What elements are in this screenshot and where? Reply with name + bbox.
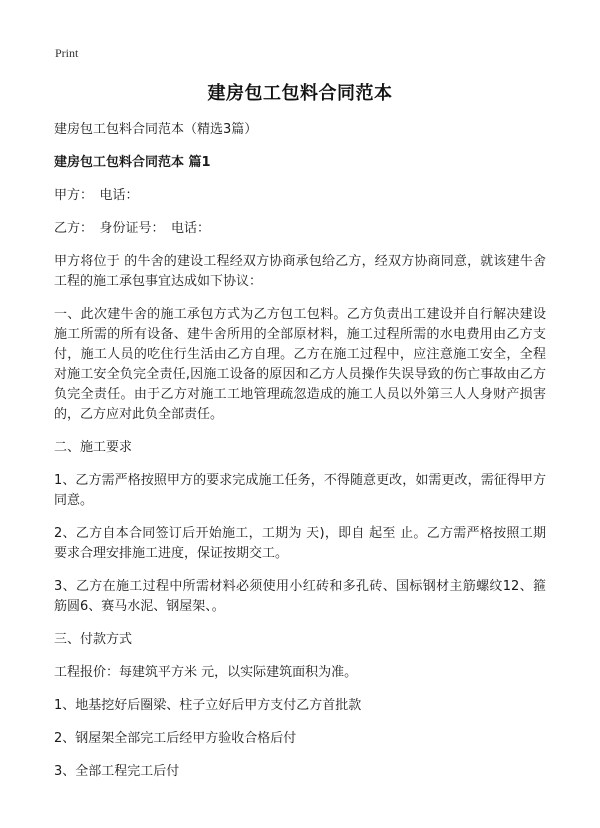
print-label: Print — [55, 46, 79, 60]
price-line: 工程报价：每建筑平方米 元，以实际建筑面积为准。 — [54, 665, 358, 680]
document-title: 建房包工包料合同范本 — [207, 83, 393, 104]
clause-3-heading: 三、付款方式 — [54, 632, 133, 647]
clause-1-paragraph: 一、此次建牛舍的施工承包方式为乙方包工包料。乙方负责出工建设并自行解决建设施工所需的所有设备、建牛舍所用的全部原材料，施工过程所需的水电费用由乙方支付，施工人员的吃住行生活由乙方自理。乙方在施工过程中，应注意施工安全，全程对施工安全负完全责任,因施工设备的原因和乙方人员操作失误导致的伤亡事故由乙方负完全责任。由于乙方对施工工地管理疏忽造成的施工人员以外第三人人身财产损害的，乙方应对此负全部责任。 — [54, 307, 546, 422]
requirement-3: 3、乙方在施工过程中所需材料必须使用小红砖和多孔砖、国标钢材主筋螺纹12、箍筋圆6、赛马水泥、钢屋架、。 — [54, 579, 546, 614]
intro-paragraph: 甲方将位于 的牛舍的建设工程经双方协商承包给乙方，经双方协商同意，就该建牛舍工程的施工承包事宜达成如下协议： — [54, 254, 546, 289]
document-subtitle: 建房包工包料合同范本（精选3篇） — [54, 122, 258, 137]
section-heading-part1: 建房包工包料合同范本 篇1 — [54, 155, 211, 170]
requirement-2: 2、乙方自本合同签订后开始施工，工期为 天)，即自 起至 止。乙方需严格按照工期要求合理安排施工进度，保证按期交工。 — [54, 526, 546, 561]
payment-2: 2、钢屋架全部完工后经甲方验收合格后付 — [54, 731, 297, 746]
party-b-line: 乙方： 身份证号： 电话： — [54, 221, 211, 236]
clause-2-heading: 二、施工要求 — [54, 440, 133, 455]
requirement-1: 1、乙方需严格按照甲方的要求完成施工任务，不得随意更改，如需更改，需征得甲方同意。 — [54, 473, 546, 508]
party-a-line: 甲方： 电话： — [54, 188, 139, 203]
document-body — [54, 120, 546, 795]
payment-3: 3、全部工程完工后付 — [54, 764, 180, 779]
payment-1: 1、地基挖好后圈梁、柱子立好后甲方支付乙方首批款 — [54, 698, 362, 713]
